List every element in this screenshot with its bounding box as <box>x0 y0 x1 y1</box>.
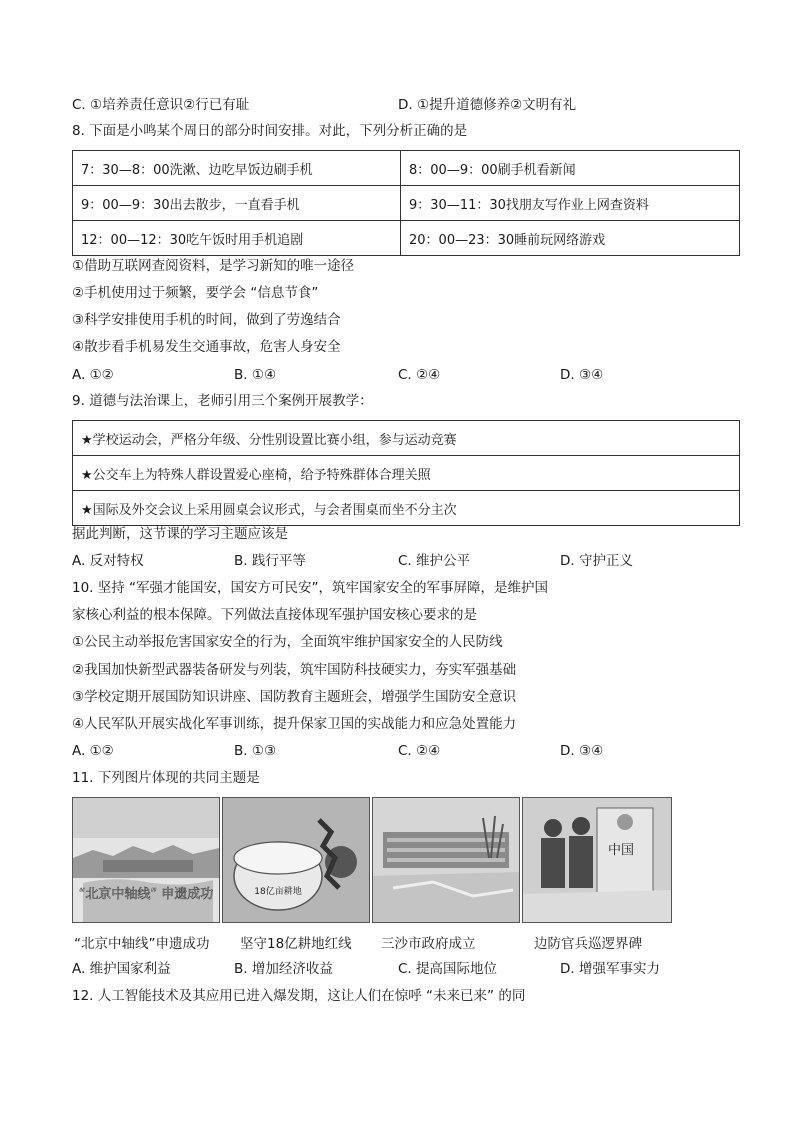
q8-schedule-table <box>72 150 740 256</box>
case-cell: ★国际及外交会议上采用圆桌会议形式，与会者围桌而坐不分主次 <box>73 491 740 526</box>
photo-caption-text: “北京中轴线” 申遗成功 <box>78 887 214 902</box>
q8-statement-4: ④散步看手机易发生交通事故，危害人身安全 <box>72 339 341 355</box>
image-caption-3: 三沙市政府成立 <box>381 936 476 952</box>
q8-option-d: D. ③④ <box>560 367 604 383</box>
q10-option-d: D. ③④ <box>560 743 604 759</box>
q10-option-b: B. ①③ <box>234 743 277 759</box>
q11-stem: 11. 下列图片体现的共同主题是 <box>72 770 260 786</box>
beijing-central-axis-photo <box>72 797 220 923</box>
q9-option-a: A. 反对特权 <box>72 553 144 569</box>
boundary-marker-text: 中国 <box>607 843 635 858</box>
image-caption-4: 边防官兵巡逻界碑 <box>534 936 642 952</box>
q10-statement-4: ④人民军队开展实战化军事训练，提升保家卫国的实战能力和应急处置能力 <box>72 716 517 732</box>
q10-stem-line1: 10. 坚持 “军强才能国安，国安方可民安”，筑牢国家安全的军事屏障，是维护国 <box>72 580 549 596</box>
q8-stem: 8. 下面是小鸣某个周日的部分时间安排。对此，下列分析正确的是 <box>72 123 468 139</box>
q11-option-a: A. 维护国家利益 <box>72 961 171 977</box>
q11-option-b: B. 增加经济收益 <box>234 961 333 977</box>
q11-option-c: C. 提高国际地位 <box>398 961 498 977</box>
q10-option-a: A. ①② <box>72 743 114 759</box>
schedule-cell: 9：30—11：30找朋友写作业上网查资料 <box>401 186 740 221</box>
q8-statement-3: ③科学安排使用手机的时间，做到了劳逸结合 <box>72 312 341 328</box>
q7-option-c: C. ①培养责任意识②行已有耻 <box>72 97 250 113</box>
schedule-cell: 9：00—9：30出去散步，一直看手机 <box>73 186 401 221</box>
q10-option-c: C. ②④ <box>398 743 441 759</box>
schedule-cell: 12：00—12：30吃午饭时用手机追剧 <box>73 221 401 256</box>
q10-statement-1: ①公民主动举报危害国家安全的行为，全面筑牢维护国家安全的人民防线 <box>72 634 503 650</box>
case-cell: ★学校运动会，严格分年级、分性别设置比赛小组，参与运动竞赛 <box>73 421 740 456</box>
q10-stem-line2: 家核心利益的根本保障。下列做法直接体现军强护国安核心要求的是 <box>72 607 477 623</box>
image-caption-2: 坚守18亿耕地红线 <box>240 936 352 952</box>
sansha-government-photo <box>372 797 520 923</box>
case-cell: ★公交车上为特殊人群设置爱心座椅，给予特殊群体合理关照 <box>73 456 740 491</box>
q12-stem: 12. 人工智能技术及其应用已进入爆发期，这让人们在惊呼 “未来已来” 的同 <box>72 988 526 1004</box>
q10-statement-3: ③学校定期开展国防知识讲座、国防教育主题班会，增强学生国防安全意识 <box>72 689 517 705</box>
q8-option-c: C. ②④ <box>398 367 441 383</box>
q7-option-d: D. ①提升道德修养②文明有礼 <box>398 97 577 113</box>
q8-option-b: B. ①④ <box>234 367 277 383</box>
q9-option-d: D. 守护正义 <box>560 553 633 569</box>
q11-option-d: D. 增强军事实力 <box>560 961 660 977</box>
q9-cases-table <box>72 420 740 526</box>
q9-option-b: B. 践行平等 <box>234 553 306 569</box>
q8-option-a: A. ①② <box>72 367 114 383</box>
schedule-cell: 8：00—9：00刷手机看新闻 <box>401 151 740 186</box>
q8-statement-2: ②手机使用过于频繁，要学会 “信息节食” <box>72 285 319 301</box>
q9-option-c: C. 维护公平 <box>398 553 471 569</box>
q9-stem: 9. 道德与法治课上，老师引用三个案例开展教学： <box>72 393 373 409</box>
bowl-label-text: 18亿亩耕地 <box>254 887 302 897</box>
schedule-cell: 20：00—23：30睡前玩网络游戏 <box>401 221 740 256</box>
border-patrol-photo <box>522 797 672 923</box>
image-caption-1: “北京中轴线”申遗成功 <box>74 936 210 952</box>
q8-statement-1: ①借助互联网查阅资料，是学习新知的唯一途径 <box>72 258 355 274</box>
schedule-cell: 7：30—8：00洗漱、边吃早饭边刷手机 <box>73 151 401 186</box>
q10-statement-2: ②我国加快新型武器装备研发与列装，筑牢国防科技硬实力，夯实军强基础 <box>72 662 517 678</box>
q9-after: 据此判断，这节课的学习主题应该是 <box>72 526 288 542</box>
farmland-redline-photo <box>222 797 370 923</box>
